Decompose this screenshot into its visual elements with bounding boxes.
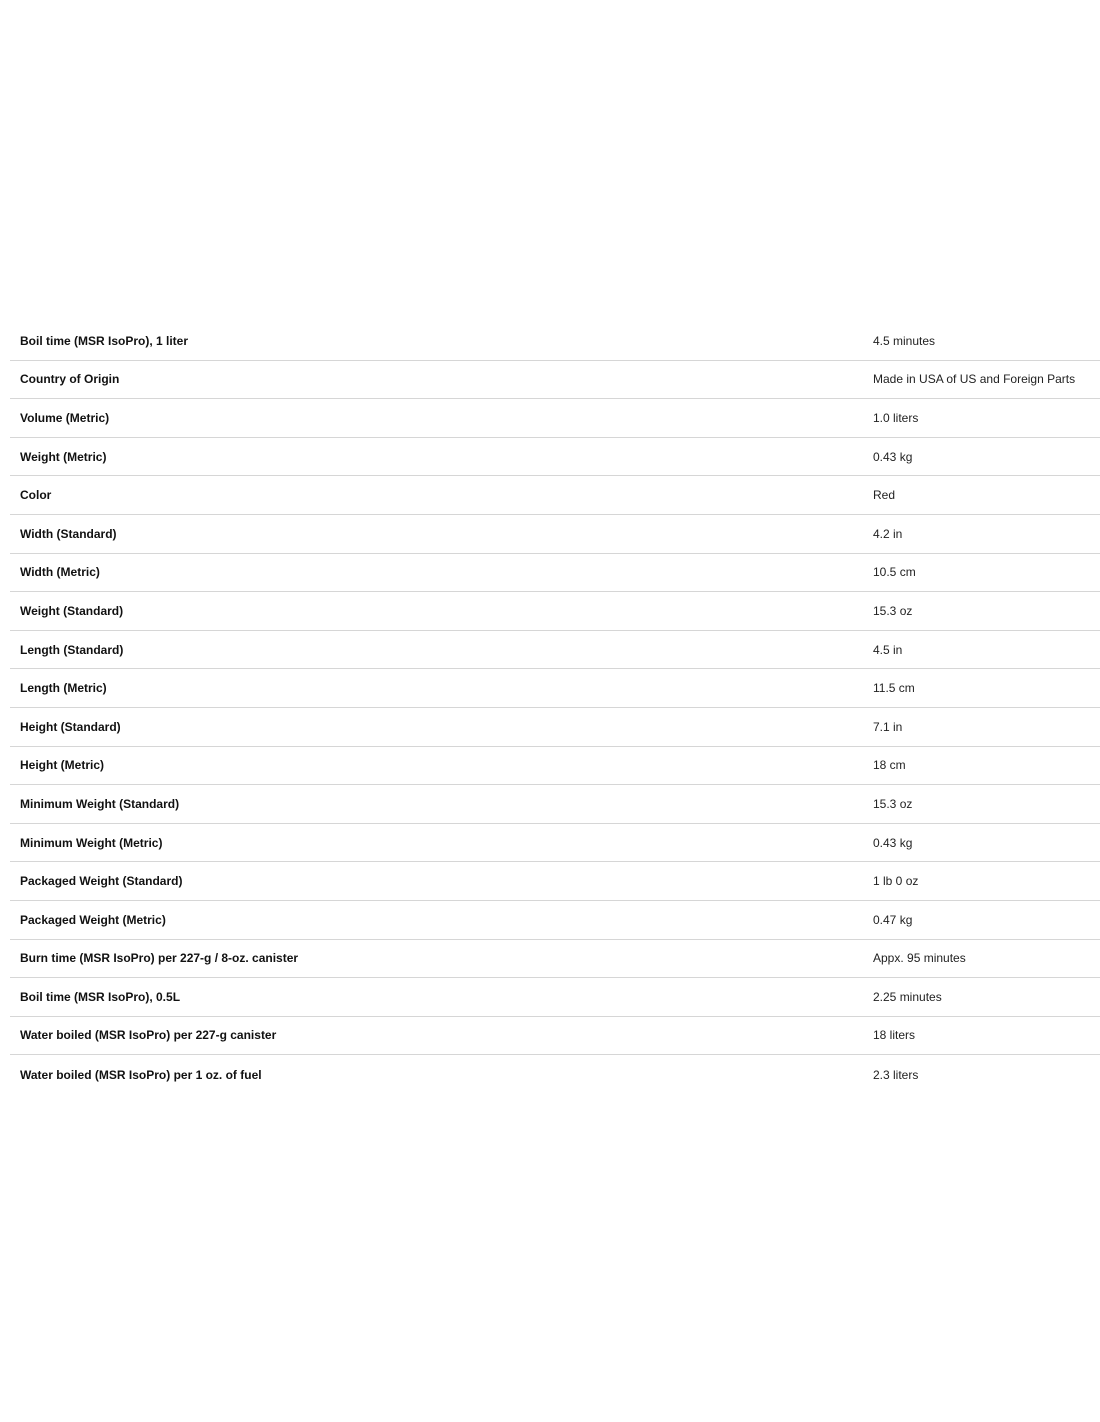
spec-value: 4.2 in: [873, 526, 903, 541]
spec-value: 15.3 oz: [873, 796, 913, 811]
spec-label: Height (Metric): [20, 758, 104, 773]
spec-value: 0.43 kg: [873, 449, 913, 464]
spec-value: Appx. 95 minutes: [873, 951, 966, 966]
spec-row: [10, 901, 1100, 940]
spec-label: Country of Origin: [20, 372, 120, 387]
spec-row: [10, 708, 1100, 747]
spec-value: 1.0 liters: [873, 410, 919, 425]
spec-row: [10, 978, 1100, 1017]
spec-row: [10, 592, 1100, 631]
spec-row: [10, 438, 1100, 477]
spec-label: Volume (Metric): [20, 410, 110, 425]
spec-label: Width (Standard): [20, 526, 117, 541]
spec-row: [10, 940, 1100, 979]
spec-label: Minimum Weight (Metric): [20, 835, 163, 850]
spec-label: Color: [20, 488, 52, 503]
spec-value: 4.5 in: [873, 642, 903, 657]
specs-table: [10, 322, 1100, 1094]
spec-row: [10, 824, 1100, 863]
spec-value: 7.1 in: [873, 719, 903, 734]
spec-value: 15.3 oz: [873, 603, 913, 618]
spec-label: Water boiled (MSR IsoPro) per 1 oz. of fuel: [20, 1067, 262, 1082]
spec-label: Weight (Metric): [20, 449, 107, 464]
spec-label: Height (Standard): [20, 719, 121, 734]
spec-value: 2.3 liters: [873, 1067, 919, 1082]
spec-value: 0.43 kg: [873, 835, 913, 850]
spec-row: [10, 554, 1100, 593]
spec-value: 11.5 cm: [873, 681, 915, 696]
spec-row: [10, 322, 1100, 361]
spec-label: Burn time (MSR IsoPro) per 227-g / 8-oz. canister: [20, 951, 299, 966]
spec-value: 0.47 kg: [873, 912, 913, 927]
spec-label: Boil time (MSR IsoPro), 0.5L: [20, 989, 181, 1004]
spec-value: 18 cm: [873, 758, 906, 773]
spec-value: 1 lb 0 oz: [873, 874, 919, 889]
spec-value: 10.5 cm: [873, 565, 916, 580]
spec-row: [10, 361, 1100, 400]
spec-row: [10, 862, 1100, 901]
spec-row: [10, 1017, 1100, 1056]
spec-row: [10, 669, 1100, 708]
spec-label: Weight (Standard): [20, 603, 124, 618]
spec-value: Made in USA of US and Foreign Parts: [873, 372, 1076, 387]
spec-label: Packaged Weight (Standard): [20, 874, 183, 889]
spec-value: 2.25 minutes: [873, 989, 942, 1004]
spec-row: [10, 515, 1100, 554]
spec-label: Length (Standard): [20, 642, 124, 657]
spec-value: Red: [873, 488, 896, 503]
spec-row: [10, 399, 1100, 438]
spec-row: [10, 476, 1100, 515]
spec-row: [10, 631, 1100, 670]
spec-label: Boil time (MSR IsoPro), 1 liter: [20, 333, 189, 348]
spec-value: 18 liters: [873, 1028, 916, 1043]
spec-label: Packaged Weight (Metric): [20, 912, 166, 927]
spec-label: Length (Metric): [20, 681, 107, 696]
spec-label: Minimum Weight (Standard): [20, 796, 180, 811]
spec-row: [10, 1055, 1100, 1094]
spec-label: Width (Metric): [20, 565, 100, 580]
spec-row: [10, 747, 1100, 786]
spec-row: [10, 785, 1100, 824]
spec-value: 4.5 minutes: [873, 333, 936, 348]
spec-label: Water boiled (MSR IsoPro) per 227-g canister: [20, 1028, 277, 1043]
